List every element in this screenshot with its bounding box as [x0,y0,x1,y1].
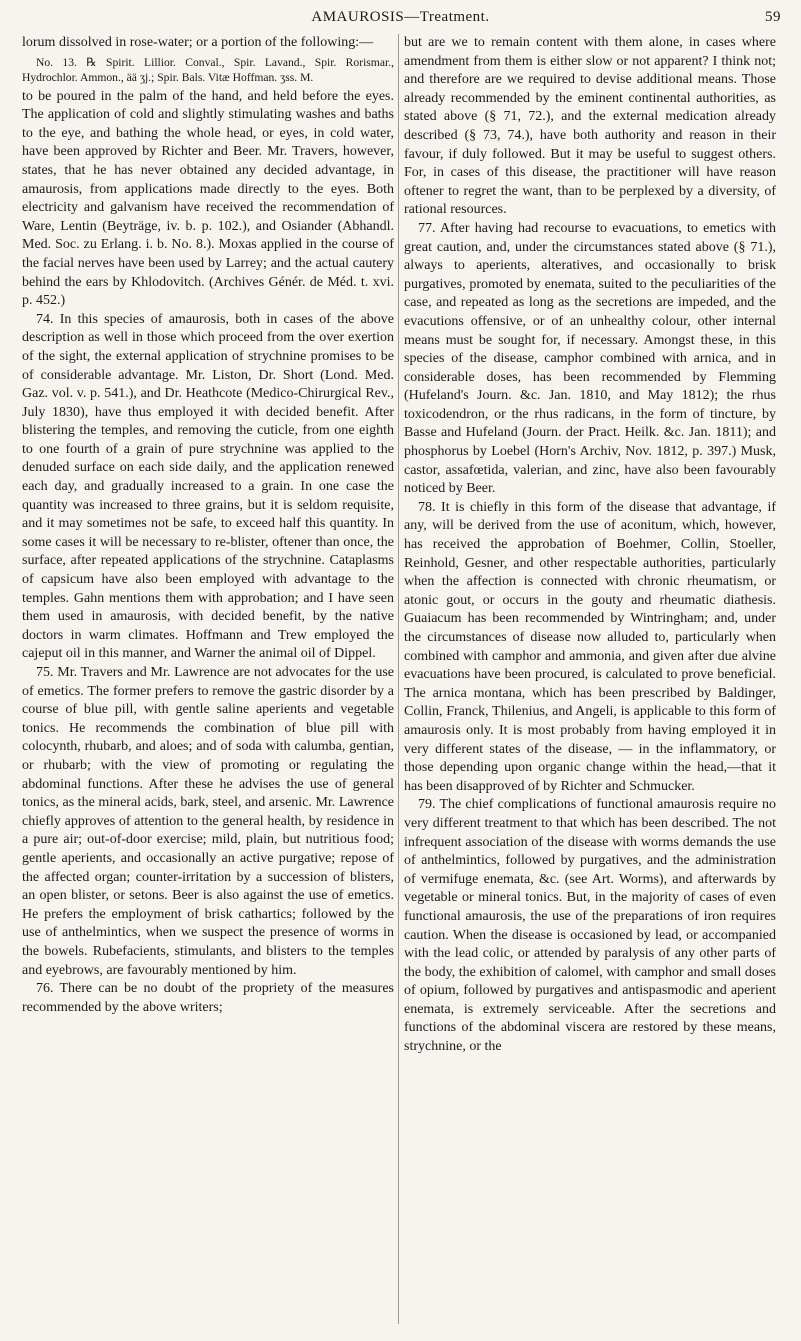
page-number: 59 [765,9,781,25]
right-column [404,34,776,1057]
paragraph-79: 79. The chief complications of functional amaurosis require no very different treatment to that which has been described. The not infrequent association of the disease with worms demands the use of anthelmintics, followed by purgatives, and the administration of vermifuge enemata, &c. (see Art. Worms), and afterwards by vegetable or mineral tonics. But, in the majority of cases of even functional amaurosis, the use of the preparations of iron requires caution. When the disease is occasioned by lead, or accompanied with the lead colic, or attended by paralysis of any other parts of the body, the exhibition of calomel, with camphor and small doses of opium, followed by purgatives and antispasmodic and aperient enemata, is extremely serviceable. After the secretions and functions of the abdominal viscera are restored by these means, strychnine, or the [404,797,776,1055]
paragraph-78: 78. It is chiefly in this form of the disease that advantage, if any, will be derived from the use of aconitum, which, however, has received the approbation of Boehmer, Collin, Stoeller, Reinhold, Gesner, and other respectable authorities, particularly when the affection is connected with chronic rheumatism, or atonic gout, or occurs in the gouty and rheumatic diathesis. Guaiacum has been recommended by Wintringham; and, under the circumstances of disease now alluded to, particularly when combined with camphor and ammonia, and given after due alvine evacuations have been procured, is calculated to prove beneficial. The arnica montana, which has been prescribed by Baldinger, Collin, Franck, Thilenius, and Angeli, is applicable to this form of amaurosis only. It is most probably from having employed it in very different states of the disease, — in the inflammatory, or those depending upon organic change within the head,—that it has been disapproved of by Richter and Schmucker. [404,499,776,794]
column-divider [398,34,399,1324]
page-header [20,9,781,33]
paragraph-76: 76. There can be no doubt of the propriety of the measures recommended by the above writers; [22,981,394,1015]
paragraph: lorum dissolved in rose-water; or a portion of the following:— [22,35,374,50]
paragraph-74: 74. In this species of amaurosis, both in cases of the above description as well in those which proceed from the over exertion of the sight, the external application of strychnine promises to be of considerable advantage. Mr. Liston, Dr. Short (Lond. Med. Gaz. vol. v. p. 541.), and Dr. Heathcote (Medico-Chirurgical Rev., July 1830), have thus employed it with decided benefit. After blistering the temples, and removing the cuticle, from one eighth to one fourth of a grain of pure strychnine was applied to the denuded surface on each side daily, and the application renewed each day, and gradually increased to a grain. In one case the quantity was increased to three grains, but it is seldom requisite, and it may sometimes not be safe, to exceed half this quantity. In some cases it will be necessary to re-blister, oftener than once, the surface, after repeated applications of the strychnine. Cataplasms of capsicum have also been employed with advantage to the temples. Gahn mentions them with approbation; and I have seen them used in amaurosis, with decided benefit, by the native doctors in warm climates. Hoffmann and Trew employed the cajeput oil in this manner, and Warner the animal oil of Dippel. [22,311,394,662]
left-column [22,34,394,1017]
prescription: No. 13. ℞ Spirit. Lillior. Conval., Spir. Lavand., Spir. Rorismar., Hydrochlor. Ammon., ää ʒj.; Spir. Bals. Vitæ Hoffman. ʒss. M. [22,55,394,85]
paragraph-77: 77. After having had recourse to evacuations, to emetics with great caution, and, under the circumstances stated above (§ 71.), always to aperients, alteratives, and occasionally to brisk purgatives, promoted by enemata, suited to the peculiarities of the case, and repeated as long as the secretions are impeded, and the evacutions offensive, or of an unhealthy colour, other internal means must be sought for, if necessary. Amongst these, in this species of the disease, camphor combined with arnica, and in considerable doses, has been recommended by Flemming (Hufeland's Journ. &c. Jan. 1810, and May 1812); the rhus toxicodendron, or the rhus radicans, in the form of tincture, by Basse and Hufeland (Journ. der Pract. Heilk. &c. Jan. 1811); and phosphorus by Loebel (Horn's Archiv, Nov. 1812, p. 397.) Musk, castor, assafœtida, valerian, and zinc, have also been favourably noticed by Beer. [404,220,776,497]
paragraph-75: 75. Mr. Travers and Mr. Lawrence are not advocates for the use of emetics. The former prefers to remove the gastric disorder by a course of blue pill, with gentle saline aperients and vegetable tonics. He recommends the combination of blue pill with colocynth, rhubarb, and aloes; and of soda with calumba, gentian, or rhubarb; with the view of promoting or regulating the abdominal functions. After these he advises the use of general tonics, as the mineral acids, bark, steel, and arsenic. Mr. Lawrence chiefly approves of attention to the general health, by residence in a pure air; out-of-door exercise; mild, plain, but nutritious food; gentle aperients, and occasionally an active purgative; repose of the affected organ; counter-irritation by a succession of blisters, an open blister, or setons. Beer is also against the use of emetics. He prefers the employment of brisk cathartics; followed by the use of anthelmintics, when we suspect the presence of worms in the bowels. Rubefacients, stimulants, and blisters to the temples and eyebrows, are favourably mentioned by him. [22,665,394,978]
paragraph: to be poured in the palm of the hand, and held before the eyes. The application of cold and slightly stimulating washes and baths to the eye, and bathing the whole head, or eyes, in cold water, have been approved by Richter and Beer. Mr. Travers, however, states, that he has never obtained any decided advantage, in amaurosis, from applications made directly to the eyes. Both electricity and galvanism have received the recommendation of Ware, Lentin (Beyträge, iv. b. p. 102.), and Osiander (Abhandl. Med. Soc. zu Erlang. i. b. No. 8.). Moxas applied in the course of the facial nerves have been used by Larrey; and the actual cautery behind the ears by Khlodovitch. (Archives Génér. de Méd. t. xvi. p. 452.) [22,88,394,309]
paragraph: but are we to remain content with them alone, in cases where amendment from them is either slow or not apparent? I think not; and therefore are we required to devise additional means. Those already recommended by the eminent continental authorities, as stated above (§ 71, 72.), and the external medication already described (§ 73, 74.), have both authority and reason in their favour, if duly followed. But it may be useful to suggest others. For, in cases of this disease, the practitioner will have reason oftener to regret the want, than to be perplexed by a diversity, of rational resources. [404,35,776,218]
running-head: AMAUROSIS—Treatment. [311,9,490,25]
